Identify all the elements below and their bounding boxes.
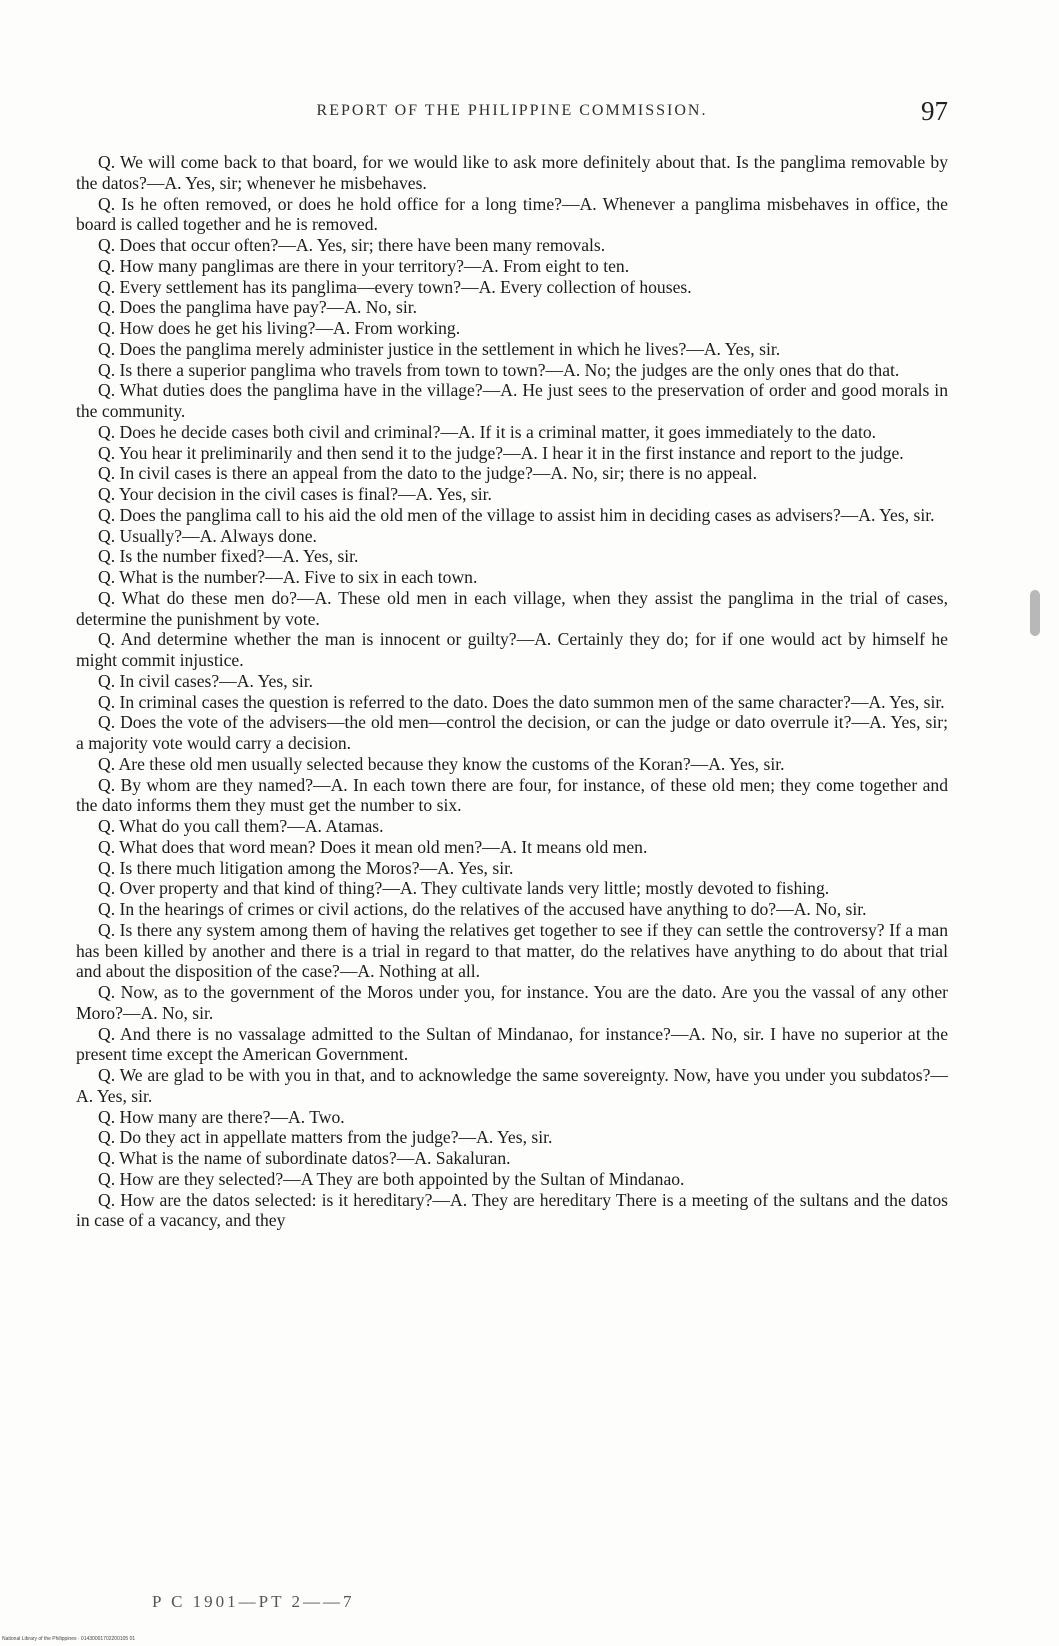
library-stamp: National Library of the Philippines · 01430001702200105 01 — [2, 1636, 136, 1642]
qa-paragraph: Q. We are glad to be with you in that, and to acknowledge the same sovereignty. Now, have you under you subdatos?—A. Yes, sir. — [76, 1065, 948, 1106]
qa-paragraph: Q. By whom are they named?—A. In each town there are four, for instance, of these old men; they come together and the dato informs them they must get the number to six. — [76, 774, 948, 816]
qa-paragraph: Q. Usually?—A. Always done. — [98, 525, 317, 546]
qa-paragraph: Q. Is there much litigation among the Moros?—A. Yes, sir. — [98, 857, 514, 878]
qa-paragraph: Q. In civil cases is there an appeal from the dato to the judge?—A. No, sir; there is no appeal. — [98, 463, 758, 484]
qa-paragraph: Q. Are these old men usually selected because they know the customs of the Koran?—A. Yes, sir. — [98, 753, 785, 774]
qa-paragraph: Q. How are they selected?—A They are both appointed by the Sultan of Mindanao. — [98, 1168, 685, 1189]
qa-paragraph: Q. Is there any system among them of having the relatives get together to see if they can settle the controversy? If a man has been killed by another and there is a trial in regard to that matter, do the relatives have anything to do about that trial and about the disposition of the case?—A. Nothing at all. — [76, 919, 948, 982]
qa-paragraph: Q. We will come back to that board, for we would like to ask more definitely about that. Is the panglima removable by the datos?—A. Yes, sir; whenever he misbehaves. — [76, 152, 948, 193]
page-number: 97 — [921, 96, 948, 126]
qa-paragraph: Q. How does he get his living?—A. From working. — [98, 318, 461, 338]
qa-paragraph: Q. In civil cases?—A. Yes, sir. — [98, 670, 314, 691]
qa-paragraph: Q. Does the panglima merely administer justice in the settlement in which he lives?—A. Yes, sir. — [98, 338, 781, 359]
qa-paragraph: Q. Is the number fixed?—A. Yes, sir. — [98, 546, 359, 567]
qa-paragraph: Q. Every settlement has its panglima—every town?—A. Every collection of houses. — [98, 276, 692, 297]
qa-paragraph: Q. Does the panglima call to his aid the old men of the village to assist him in deciding cases as advisers?—A. Yes, sir. — [98, 504, 935, 525]
qa-paragraph: Q. Over property and that kind of thing?—A. They cultivate lands very little; mostly devoted to fishing. — [98, 878, 830, 899]
qa-paragraph: Q. You hear it preliminarily and then send it to the judge?—A. I hear it in the first instance and report to the judge. — [98, 442, 904, 463]
qa-paragraph: Q. Does he decide cases both civil and criminal?—A. If it is a criminal matter, it goes immediately to the dato. — [98, 421, 877, 442]
page-header — [76, 96, 948, 130]
qa-paragraph: Q. What duties does the panglima have in the village?—A. He just sees to the preservation of order and good morals in the community. — [76, 380, 948, 421]
qa-paragraph: Q. In the hearings of crimes or civil actions, do the relatives of the accused have anything to do?—A. No, sir. — [98, 899, 867, 919]
body-text — [76, 152, 948, 1231]
qa-paragraph: Q. How are the datos selected: is it hereditary?—A. They are hereditary There is a meeting of the sultans and the datos in case of a vacancy, and they — [76, 1189, 948, 1231]
qa-paragraph: Q. Is there a superior panglima who travels from town to town?—A. No; the judges are the only ones that do that. — [98, 359, 900, 380]
qa-paragraph: Q. What does that word mean? Does it mean old men?—A. It means old men. — [98, 836, 648, 857]
qa-paragraph: Q. How many are there?—A. Two. — [98, 1106, 345, 1127]
margin-smudge — [1030, 590, 1040, 636]
qa-paragraph: Q. What do you call them?—A. Atamas. — [98, 816, 384, 836]
qa-paragraph: Q. What do these men do?—A. These old men in each village, when they assist the panglima in the trial of cases, determine the punishment by vote. — [76, 587, 948, 629]
qa-paragraph: Q. How many panglimas are there in your territory?—A. From eight to ten. — [98, 255, 630, 276]
qa-paragraph: Q. Is he often removed, or does he hold office for a long time?—A. Whenever a panglima misbehaves in office, the board is called together and he is removed. — [76, 193, 948, 235]
qa-paragraph: Q. What is the name of subordinate datos?—A. Sakaluran. — [98, 1148, 511, 1168]
qa-paragraph: Q. Does the panglima have pay?—A. No, sir. — [98, 297, 418, 318]
qa-paragraph: Q. Does the vote of the advisers—the old men—control the decision, or can the judge or dato overrule it?—A. Yes, sir; a majority vote would carry a decision. — [76, 712, 948, 753]
qa-paragraph: Q. Now, as to the government of the Moros under you, for instance. You are the dato. Are you the vassal of any other Moro?—A. No, sir. — [76, 982, 948, 1023]
qa-paragraph: Q. Do they act in appellate matters from the judge?—A. Yes, sir. — [98, 1127, 553, 1148]
qa-paragraph: Q. And determine whether the man is innocent or guilty?—A. Certainly they do; for if one would act by himself he might commit injustice. — [76, 629, 948, 670]
qa-paragraph: Q. What is the number?—A. Five to six in each town. — [98, 567, 478, 587]
running-title: REPORT OF THE PHILIPPINE COMMISSION. — [316, 102, 708, 119]
qa-paragraph: Q. Does that occur often?—A. Yes, sir; there have been many removals. — [98, 235, 606, 255]
signature-mark: P C 1901—PT 2——7 — [152, 1592, 355, 1611]
qa-paragraph: Q. In criminal cases the question is referred to the dato. Does the dato summon men of the same character?—A. Yes, sir. — [98, 691, 945, 712]
qa-paragraph: Q. Your decision in the civil cases is final?—A. Yes, sir. — [98, 484, 492, 504]
qa-paragraph: Q. And there is no vassalage admitted to the Sultan of Mindanao, for instance?—A. No, sir. I have no superior at the present time except the American Government. — [76, 1023, 948, 1065]
